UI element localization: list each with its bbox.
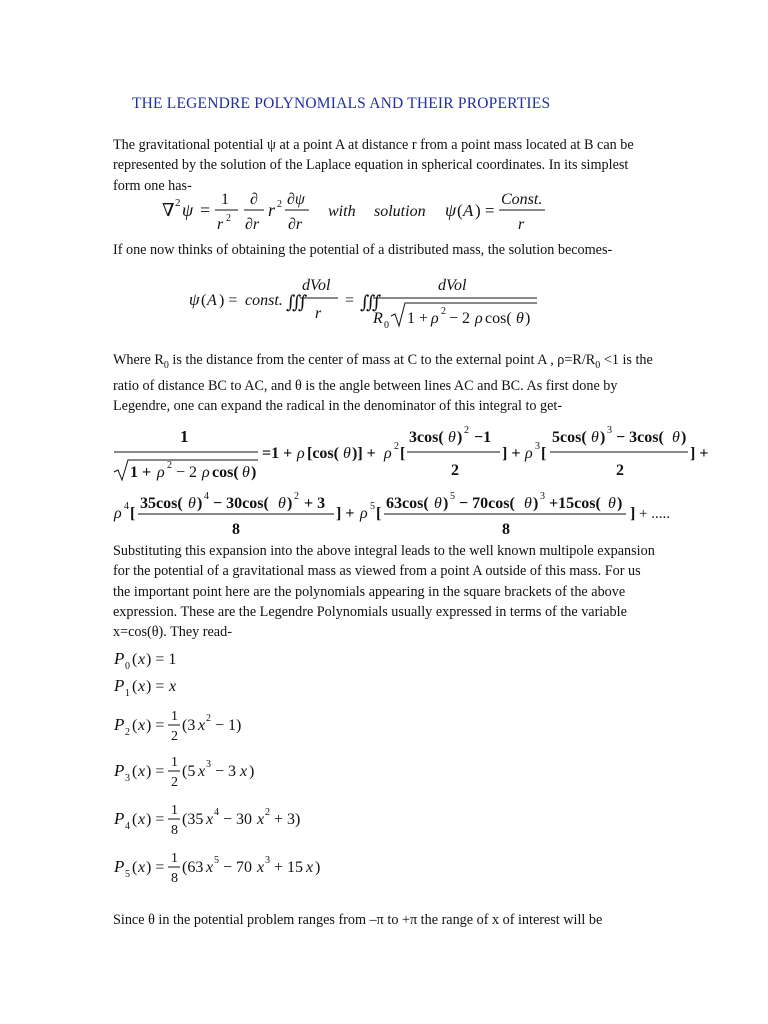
polynomial-p2 — [113, 709, 241, 744]
svg-text:θ: θ — [188, 495, 196, 512]
svg-text:(: ( — [132, 717, 138, 734]
svg-text:ρ: ρ — [475, 310, 483, 327]
svg-text:∇: ∇ — [162, 200, 175, 220]
svg-text:] +: ] + — [502, 445, 521, 462]
svg-text:(: ( — [132, 651, 138, 668]
svg-text:1: 1 — [171, 803, 178, 818]
svg-text:) =: ) = — [146, 763, 165, 780]
svg-text:): ) — [457, 429, 463, 446]
svg-text:4: 4 — [204, 491, 209, 502]
svg-text:ρ: ρ — [360, 505, 368, 522]
integral-equation — [185, 268, 555, 334]
svg-text:− 3cos(: − 3cos( — [616, 429, 664, 446]
svg-text:3: 3 — [540, 491, 545, 502]
svg-text:θ: θ — [608, 495, 616, 512]
svg-text:): ) — [287, 495, 293, 512]
svg-text:dVol: dVol — [438, 277, 467, 294]
since-paragraph: Since θ in the potential problem ranges from –π to +π the range of x of interest will be — [113, 912, 603, 928]
svg-text:θ: θ — [524, 495, 532, 512]
svg-text:(35: (35 — [182, 811, 204, 828]
svg-text:[cos(: [cos( — [307, 445, 339, 462]
svg-text:ρ: ρ — [525, 445, 533, 462]
svg-text:3cos(: 3cos( — [409, 429, 444, 446]
svg-text:1: 1 — [171, 755, 178, 770]
page-title: THE LEGENDRE POLYNOMIALS AND THEIR PROPERTIES — [132, 95, 551, 112]
svg-text:ψ: ψ — [445, 200, 457, 220]
laplace-equation — [160, 186, 560, 236]
svg-text:): ) — [249, 763, 255, 780]
svg-text:ρ: ρ — [114, 505, 122, 522]
svg-text:): ) — [251, 464, 257, 481]
svg-text:P: P — [114, 857, 125, 876]
svg-text:=1 +: =1 + — [262, 445, 293, 462]
svg-text:∂r: ∂r — [245, 216, 260, 233]
svg-text:+ 3): + 3) — [274, 811, 301, 828]
svg-text:): ) — [525, 310, 531, 327]
svg-text:) =: ) = — [146, 811, 165, 828]
svg-text:5: 5 — [450, 491, 455, 502]
svg-text:∂r: ∂r — [288, 216, 303, 233]
svg-text:8: 8 — [232, 521, 240, 538]
svg-text:): ) — [681, 429, 687, 446]
svg-text:2: 2 — [125, 727, 130, 738]
svg-text:) =: ) = — [219, 292, 238, 309]
svg-text:ψ: ψ — [182, 200, 194, 220]
svg-text:5: 5 — [370, 501, 375, 512]
svg-text:ρ: ρ — [384, 445, 392, 462]
svg-text:4: 4 — [214, 807, 219, 818]
svg-text:) =: ) = — [146, 859, 165, 876]
svg-text:ρ: ρ — [202, 464, 210, 481]
svg-text:8: 8 — [502, 521, 510, 538]
svg-text:P: P — [114, 809, 125, 828]
svg-text:r: r — [518, 216, 525, 233]
svg-text:2: 2 — [441, 306, 446, 317]
svg-text:[: [ — [376, 505, 382, 522]
svg-text:): ) — [600, 429, 606, 446]
svg-text:x: x — [138, 678, 146, 695]
const-word: Const. — [501, 191, 543, 208]
svg-text:): ) — [443, 495, 449, 512]
svg-text:3: 3 — [265, 855, 270, 866]
svg-text:] +: ] + — [690, 445, 709, 462]
svg-text:P: P — [114, 761, 125, 780]
svg-text:]: ] — [630, 505, 636, 522]
svg-text:x: x — [257, 811, 265, 828]
svg-text:2: 2 — [167, 460, 172, 471]
svg-text:2: 2 — [171, 729, 178, 744]
svg-text:r: r — [315, 305, 322, 322]
svg-text:[: [ — [400, 445, 406, 462]
svg-text:R: R — [373, 310, 383, 327]
svg-text:): ) — [315, 859, 321, 876]
svg-text:+ 3: + 3 — [304, 495, 326, 512]
svg-text:(63: (63 — [182, 859, 204, 876]
expansion-equation-line1 — [112, 420, 712, 484]
svg-text:2: 2 — [226, 213, 231, 224]
svg-text:] +: ] + — [336, 505, 355, 522]
svg-text:− 30cos(: − 30cos( — [213, 495, 269, 512]
svg-text:=: = — [200, 200, 211, 220]
svg-text:x: x — [206, 811, 214, 828]
svg-text:3: 3 — [607, 425, 612, 436]
svg-text:2: 2 — [464, 425, 469, 436]
polynomial-p1 — [113, 676, 176, 699]
svg-text:63cos(: 63cos( — [386, 495, 429, 512]
expansion-tail: + ..... — [639, 506, 670, 522]
polynomial-p0 — [113, 649, 176, 672]
svg-text:cos(: cos( — [212, 464, 239, 481]
svg-text:θ: θ — [516, 310, 524, 327]
svg-text:x: x — [169, 678, 177, 695]
svg-text:) = 1: ) = 1 — [146, 651, 177, 668]
svg-text:(5: (5 — [182, 763, 196, 780]
solution-word: solution — [374, 203, 426, 220]
svg-text:0: 0 — [384, 320, 389, 331]
svg-text:− 3: − 3 — [215, 763, 237, 780]
svg-text:θ: θ — [591, 429, 599, 446]
svg-text:0: 0 — [125, 661, 130, 672]
svg-text:(: ( — [132, 763, 138, 780]
svg-text:8: 8 — [171, 823, 178, 838]
svg-text:1: 1 — [171, 851, 178, 866]
svg-text:θ: θ — [434, 495, 442, 512]
svg-text:): ) — [197, 495, 203, 512]
svg-text:x: x — [138, 651, 146, 668]
svg-text:2: 2 — [394, 441, 399, 452]
svg-text:3: 3 — [125, 773, 130, 784]
svg-text:1: 1 — [221, 191, 229, 208]
svg-text:)] +: )] + — [352, 445, 376, 462]
svg-text:θ: θ — [343, 445, 351, 462]
svg-text:2: 2 — [265, 807, 270, 818]
svg-text:ψ: ψ — [189, 290, 200, 309]
svg-text:(: ( — [132, 811, 138, 828]
svg-text:− 70cos(: − 70cos( — [459, 495, 515, 512]
svg-text:5: 5 — [214, 855, 219, 866]
svg-text:ρ: ρ — [297, 445, 305, 462]
distributed-paragraph: If one now thinks of obtaining the potential of a distributed mass, the solution becomes- — [113, 242, 613, 258]
polynomial-p4 — [113, 803, 300, 838]
svg-text:dVol: dVol — [302, 277, 331, 294]
svg-text:) =: ) = — [146, 678, 165, 695]
svg-text:2: 2 — [616, 462, 624, 479]
svg-text:+15cos(: +15cos( — [549, 495, 601, 512]
where-paragraph — [113, 350, 658, 417]
svg-text:x: x — [198, 717, 206, 734]
svg-text:1: 1 — [171, 709, 178, 724]
svg-text:35cos(: 35cos( — [140, 495, 183, 512]
svg-text:2: 2 — [171, 775, 178, 790]
with-word: with — [328, 203, 356, 220]
svg-text:): ) — [617, 495, 623, 512]
polynomial-p3 — [113, 755, 254, 790]
svg-text:∂: ∂ — [250, 191, 258, 208]
where-text: Where $R_0$ is the distance from the center of mass at C to the external point A , $\rho=R/R_0 <1$ is the ratio of distance BC to AC, and θ is the angle between lines AC and BC. As first done by Legendre, one can expand the radical in the denominator of this integral to get- — [113, 352, 653, 415]
svg-text:8: 8 — [171, 871, 178, 886]
svg-text:x: x — [240, 763, 248, 780]
svg-text:r: r — [268, 200, 276, 220]
svg-text:θ: θ — [448, 429, 456, 446]
svg-text:− 2: − 2 — [176, 464, 198, 481]
svg-text:x: x — [138, 763, 146, 780]
svg-text:[: [ — [541, 445, 547, 462]
svg-text:+ 15: + 15 — [274, 859, 304, 876]
substituting-paragraph: Substituting this expansion into the above integral leads to the well known multipole expansion for the potential of a gravitational mass as viewed from a point A outside of this mass. For us the important point here are the polynomials appearing in the square brackets of the above expression. These are the Legendre Polynomials usually expressed in terms of the variable x=cos(θ). They read- — [113, 543, 655, 641]
svg-text:P: P — [114, 649, 125, 668]
svg-text:x: x — [257, 859, 265, 876]
svg-text:θ: θ — [278, 495, 286, 512]
svg-text:4: 4 — [125, 821, 130, 832]
svg-text:x: x — [138, 717, 146, 734]
svg-text:− 1): − 1) — [215, 717, 242, 734]
svg-text:r: r — [217, 216, 224, 233]
svg-text:(: ( — [457, 201, 463, 220]
svg-text:x: x — [198, 763, 206, 780]
svg-text:(: ( — [201, 292, 207, 309]
svg-text:(3: (3 — [182, 717, 196, 734]
svg-text:4: 4 — [124, 501, 129, 512]
svg-text:−1: −1 — [474, 429, 492, 446]
svg-text:2: 2 — [451, 462, 459, 479]
svg-text:2: 2 — [206, 713, 211, 724]
svg-text:cos(: cos( — [485, 310, 512, 327]
svg-text:∭: ∭ — [286, 292, 308, 312]
svg-text:x: x — [138, 859, 146, 876]
svg-text:(: ( — [132, 678, 138, 695]
svg-text:P: P — [114, 715, 125, 734]
intro-paragraph: The gravitational potential ψ at a point A at distance r from a point mass located at B can be represented by the solution of the Laplace equation in spherical coordinates. In its simplest form one has- — [113, 137, 634, 194]
svg-text:x: x — [138, 811, 146, 828]
svg-text:θ: θ — [242, 464, 250, 481]
svg-text:2: 2 — [175, 197, 181, 209]
svg-text:2: 2 — [277, 199, 282, 210]
svg-text:x: x — [306, 859, 314, 876]
svg-text:[: [ — [130, 505, 136, 522]
svg-text:ρ: ρ — [157, 464, 165, 481]
svg-text:1 +: 1 + — [130, 464, 152, 481]
svg-text:− 30: − 30 — [223, 811, 253, 828]
legendre-polynomial-list — [112, 646, 372, 886]
svg-text:3: 3 — [206, 759, 211, 770]
svg-text:3: 3 — [535, 441, 540, 452]
svg-text:5cos(: 5cos( — [552, 429, 587, 446]
svg-text:1: 1 — [180, 427, 189, 446]
svg-text:(: ( — [132, 859, 138, 876]
svg-text:A: A — [207, 292, 217, 309]
svg-text:− 70: − 70 — [223, 859, 253, 876]
svg-text:∭: ∭ — [360, 292, 382, 312]
svg-text:const.: const. — [245, 292, 283, 309]
svg-text:=: = — [345, 292, 355, 309]
svg-text:ρ: ρ — [431, 310, 439, 327]
svg-text:∂ψ: ∂ψ — [287, 191, 305, 208]
svg-text:1: 1 — [125, 688, 130, 699]
svg-text:θ: θ — [672, 429, 680, 446]
polynomial-p5 — [113, 851, 320, 886]
svg-text:x: x — [206, 859, 214, 876]
svg-text:) =: ) = — [146, 717, 165, 734]
svg-text:P: P — [114, 676, 125, 695]
svg-text:) =: ) = — [475, 201, 495, 220]
svg-text:5: 5 — [125, 869, 130, 880]
expansion-equation-line2 — [112, 488, 702, 542]
svg-text:− 2: − 2 — [449, 310, 471, 327]
svg-text:): ) — [533, 495, 539, 512]
svg-text:2: 2 — [294, 491, 299, 502]
svg-text:A: A — [463, 201, 474, 220]
svg-text:1 +: 1 + — [407, 310, 429, 327]
